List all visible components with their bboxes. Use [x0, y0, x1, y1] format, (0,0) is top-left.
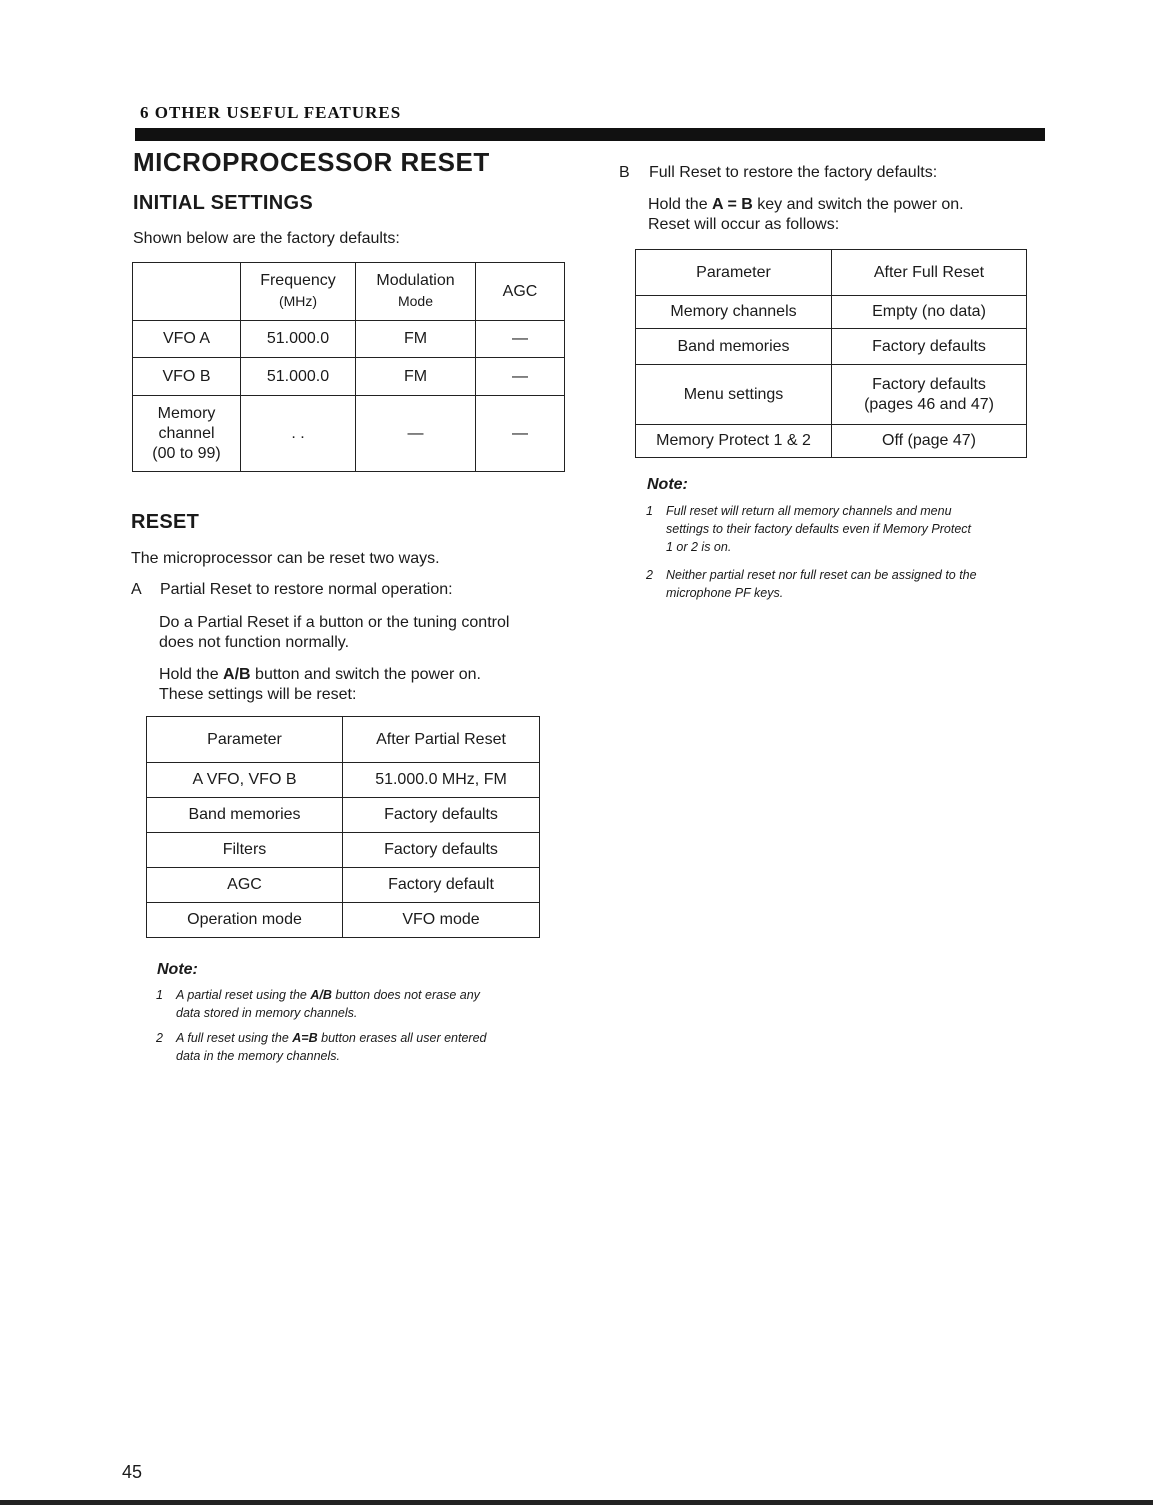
table-row — [147, 763, 540, 798]
table-cell: 51.000.0 MHz, FM — [343, 763, 540, 798]
table-header-cell: Modulation Mode — [356, 263, 476, 321]
table-header-cell: AGC — [476, 263, 565, 321]
table-row — [133, 396, 565, 472]
header-rule — [135, 128, 1045, 141]
table-header-cell: Parameter — [147, 717, 343, 763]
table-cell: Band memories — [636, 329, 832, 365]
table-cell: Empty (no data) — [832, 296, 1027, 329]
table-cell: Factory defaults (pages 46 and 47) — [832, 365, 1027, 425]
partial-reset-description: Do a Partial Reset if a button or the tuning control does not function normally. — [159, 614, 510, 651]
table-cell: VFO B — [133, 358, 241, 396]
page-number: 45 — [122, 1462, 143, 1482]
table-row — [636, 365, 1027, 425]
table-cell: FM — [356, 321, 476, 358]
partial-reset-table — [146, 716, 540, 938]
table-cell: Filters — [147, 833, 343, 868]
partial-note-1: 1 A partial reset using the A/B button does not erase any data stored in memory channels. — [156, 988, 480, 1020]
table-header-row — [636, 250, 1027, 296]
full-reset-title: Full Reset to restore the factory defaults: — [649, 164, 938, 181]
full-reset-table — [635, 249, 1027, 458]
table-header-cell: After Partial Reset — [343, 717, 540, 763]
table-cell: VFO mode — [343, 903, 540, 938]
chapter-heading: 6 OTHER USEFUL FEATURES — [140, 103, 402, 122]
table-cell: Memory Protect 1 & 2 — [636, 425, 832, 458]
table-row — [636, 425, 1027, 458]
table-row — [147, 798, 540, 833]
partial-note-2: 2 A full reset using the A=B button erases all user entered data in the memory channels. — [156, 1031, 487, 1063]
table-cell: Memory channels — [636, 296, 832, 329]
table-header-row — [133, 263, 565, 321]
table-cell: Band memories — [147, 798, 343, 833]
initial-settings-heading: INITIAL SETTINGS — [133, 192, 313, 214]
table-cell: FM — [356, 358, 476, 396]
table-cell: Factory defaults — [343, 833, 540, 868]
full-reset-instruction: Hold the A = B key and switch the power on. Reset will occur as follows: — [648, 196, 964, 233]
full-note-2: 2 Neither partial reset nor full reset can be assigned to the microphone PF keys. — [646, 568, 977, 600]
partial-note-title: Note: — [157, 961, 198, 978]
table-header-cell: Frequency (MHz) — [241, 263, 356, 321]
table-row — [636, 329, 1027, 365]
full-reset-letter: B — [619, 164, 630, 181]
table-row — [133, 358, 565, 396]
table-cell: Factory defaults — [832, 329, 1027, 365]
table-cell: . . — [241, 396, 356, 472]
table-cell: Off (page 47) — [832, 425, 1027, 458]
partial-reset-letter: A — [131, 581, 142, 598]
table-row — [147, 833, 540, 868]
table-cell: VFO A — [133, 321, 241, 358]
table-cell: — — [356, 396, 476, 472]
full-note-title: Note: — [647, 476, 688, 493]
table-header-cell: Parameter — [636, 250, 832, 296]
table-header-cell — [133, 263, 241, 321]
full-note-1: 1 Full reset will return all memory channels and menu settings to their factory defaults even if Memory Protect 1 or 2 is on. — [646, 504, 971, 554]
table-cell: 51.000.0 — [241, 321, 356, 358]
table-cell: — — [476, 396, 565, 472]
table-row — [147, 903, 540, 938]
reset-intro: The microprocessor can be reset two ways. — [131, 550, 440, 567]
table-cell: Factory defaults — [343, 798, 540, 833]
table-cell: AGC — [147, 868, 343, 903]
initial-settings-intro: Shown below are the factory defaults: — [133, 230, 400, 247]
table-cell: 51.000.0 — [241, 358, 356, 396]
table-row — [147, 868, 540, 903]
table-cell: Operation mode — [147, 903, 343, 938]
partial-reset-title: Partial Reset to restore normal operation: — [160, 581, 453, 598]
table-row — [636, 296, 1027, 329]
factory-defaults-table — [132, 262, 565, 472]
page-title: MICROPROCESSOR RESET — [133, 147, 490, 177]
reset-heading: RESET — [131, 511, 200, 533]
table-cell: A VFO, VFO B — [147, 763, 343, 798]
table-cell: — — [476, 358, 565, 396]
table-header-row — [147, 717, 540, 763]
table-cell: Memory channel (00 to 99) — [133, 396, 241, 472]
table-cell: Factory default — [343, 868, 540, 903]
partial-reset-instruction: Hold the A/B button and switch the power on. These settings will be reset: — [159, 666, 481, 703]
footer-rule — [0, 1500, 1153, 1505]
table-cell: Menu settings — [636, 365, 832, 425]
table-row — [133, 321, 565, 358]
table-cell: — — [476, 321, 565, 358]
table-header-cell: After Full Reset — [832, 250, 1027, 296]
